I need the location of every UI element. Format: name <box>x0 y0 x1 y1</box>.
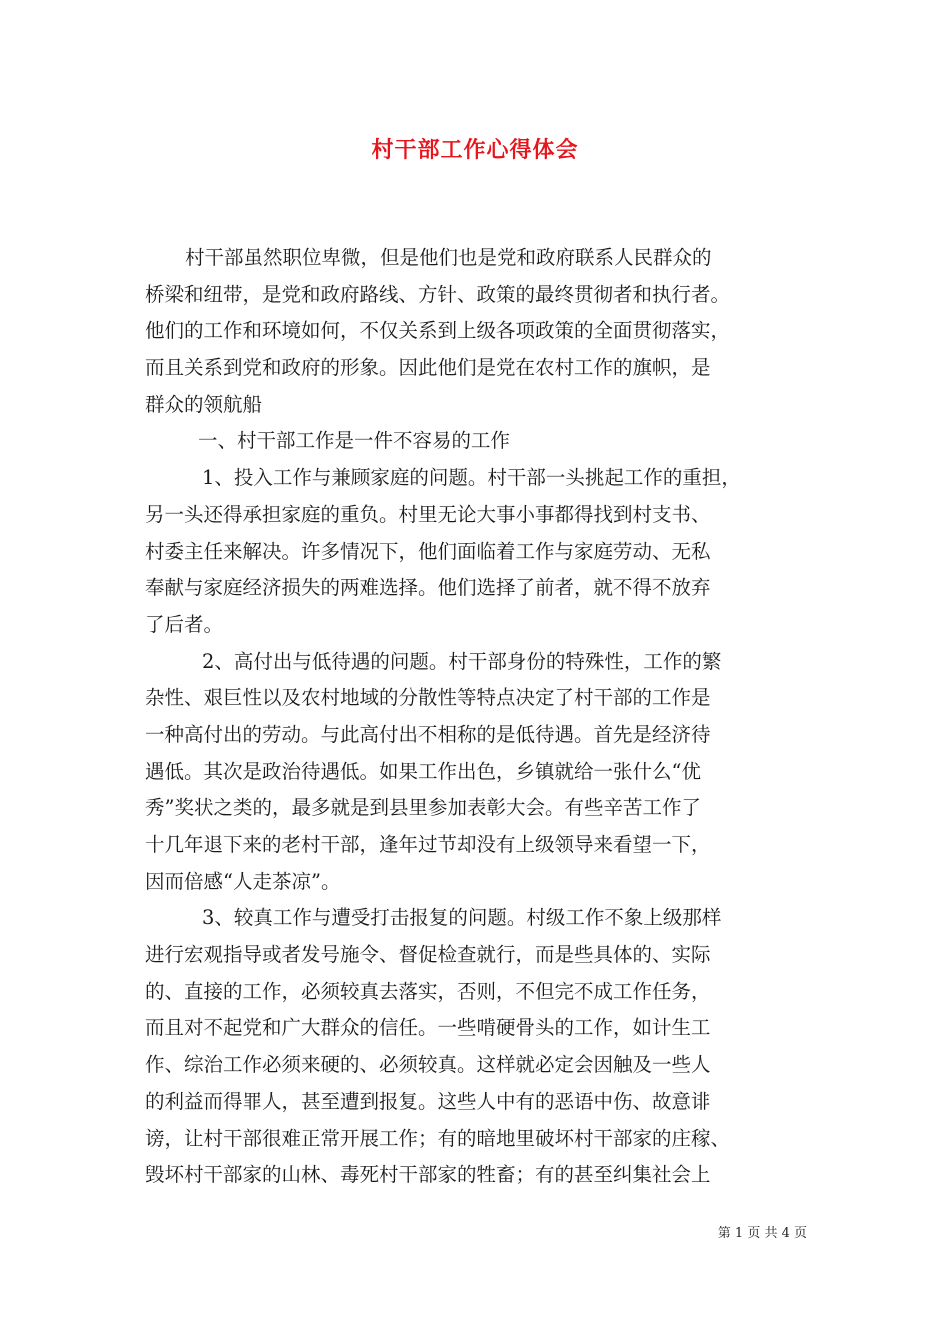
text-line: 秀”奖状之类的，最多就是到县里参加表彰大会。有些辛苦工作了 <box>145 796 701 820</box>
text-line: 因而倍感“人走茶凉”。 <box>145 869 341 893</box>
document-body <box>145 240 807 1194</box>
text-line: 的利益而得罪人，甚至遭到报复。这些人中有的恶语中伤、故意诽 <box>145 1089 711 1113</box>
text-line: 一种高付出的劳动。与此高付出不相称的是低待遇。首先是经济待 <box>145 722 711 746</box>
text-line: 的、直接的工作，必须较真去落实，否则，不但完不成工作任务， <box>145 979 711 1003</box>
text-line: 群众的领航船 <box>145 392 263 416</box>
text-line: 奉献与家庭经济损失的两难选择。他们选择了前者，就不得不放弃 <box>145 576 711 600</box>
text-line: 了后者。 <box>145 612 224 636</box>
document-title: 村干部工作心得体会 <box>371 137 579 163</box>
text-line: 3、较真工作与遭受打击报复的问题。村级工作不象上级那样 <box>202 906 722 930</box>
text-line: 进行宏观指导或者发号施令、督促检查就行，而是些具体的、实际 <box>145 943 711 967</box>
text-line: 而且关系到党和政府的形象。因此他们是党在农村工作的旗帜，是 <box>145 356 711 380</box>
text-line: 2、高付出与低待遇的问题。村干部身份的特殊性，工作的繁 <box>202 649 722 673</box>
text-line: 他们的工作和环境如何，不仅关系到上级各项政策的全面贯彻落实， <box>145 319 731 343</box>
text-line: 而且对不起党和广大群众的信任。一些啃硬骨头的工作，如计生工 <box>145 1016 711 1040</box>
text-line: 杂性、艰巨性以及农村地域的分散性等特点决定了村干部的工作是 <box>145 686 711 710</box>
page-footer: 第 1 页 共 4 页 <box>717 1226 807 1241</box>
text-line: 作、综治工作必须来硬的、必须较真。这样就必定会因触及一些人 <box>145 1053 711 1077</box>
text-line: 另一头还得承担家庭的重负。村里无论大事小事都得找到村支书、 <box>145 502 711 526</box>
text-line: 1、投入工作与兼顾家庭的问题。村干部一头挑起工作的重担， <box>202 466 741 490</box>
text-line: 一、村干部工作是一件不容易的工作 <box>198 429 511 453</box>
text-line: 谤，让村干部很难正常开展工作；有的暗地里破坏村干部家的庄稼、 <box>145 1126 731 1150</box>
text-line: 村委主任来解决。许多情况下，他们面临着工作与家庭劳动、无私 <box>145 539 711 563</box>
text-line: 十几年退下来的老村干部，逢年过节却没有上级领导来看望一下， <box>145 833 711 856</box>
text-line: 桥梁和纽带，是党和政府路线、方针、政策的最终贯彻者和执行者。 <box>145 282 731 306</box>
text-line: 村干部虽然职位卑微，但是他们也是党和政府联系人民群众的 <box>185 246 712 269</box>
text-line: 遇低。其次是政治待遇低。如果工作出色，乡镇就给一张什么“优 <box>145 759 701 783</box>
text-line: 毁坏村干部家的山林、毒死村干部家的牲畜；有的甚至纠集社会上 <box>145 1163 711 1187</box>
